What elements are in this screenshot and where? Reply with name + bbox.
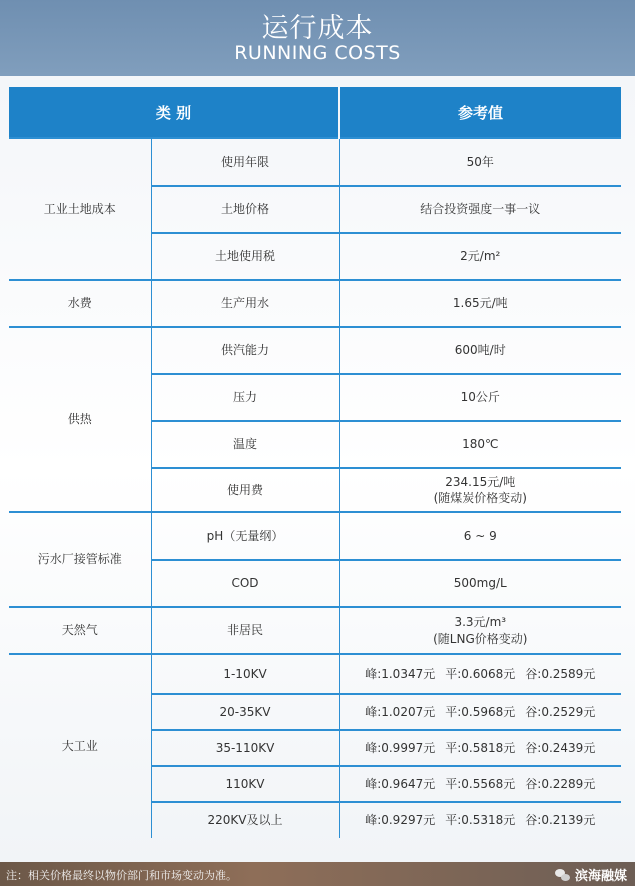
category-cell: 污水厂接管标准 <box>9 512 151 607</box>
costs-panel <box>0 76 635 862</box>
header-reference: 参考值 <box>339 87 621 138</box>
value-cell <box>339 694 621 730</box>
value-main: 234.15元/吨 <box>445 474 516 489</box>
flat-price: 平:0.5968元 <box>445 704 516 719</box>
category-cell: 大工业 <box>9 654 151 838</box>
valley-price: 谷:0.2589元 <box>525 666 596 681</box>
item-cell: 土地价格 <box>151 186 339 233</box>
table-row <box>9 138 621 186</box>
footnote: 注：相关价格最终以物价部门和市场变动为准。 <box>6 869 237 882</box>
peak-price: 峰:0.9997元 <box>365 740 436 755</box>
value-main: 3.3元/m³ <box>454 615 507 630</box>
value-cell <box>339 607 621 654</box>
table-header-row <box>9 87 621 138</box>
peak-price: 峰:1.0207元 <box>365 704 436 719</box>
page-header <box>0 0 635 76</box>
flat-price: 平:0.6068元 <box>445 666 516 681</box>
value-cell <box>339 468 621 512</box>
running-costs-table <box>9 87 621 838</box>
flat-price: 平:0.5568元 <box>445 776 516 791</box>
item-cell: 压力 <box>151 374 339 421</box>
item-cell: 温度 <box>151 421 339 468</box>
table-row <box>9 607 621 654</box>
valley-price: 谷:0.2529元 <box>525 704 596 719</box>
item-cell: 土地使用税 <box>151 233 339 280</box>
item-cell: COD <box>151 560 339 607</box>
peak-price: 峰:1.0347元 <box>365 666 436 681</box>
value-cell: 6 ~ 9 <box>339 512 621 560</box>
value-cell <box>339 766 621 802</box>
value-note: (随LNG价格变动) <box>433 631 528 646</box>
value-cell: 10公斤 <box>339 374 621 421</box>
item-cell: 生产用水 <box>151 280 339 327</box>
flat-price: 平:0.5818元 <box>445 740 516 755</box>
item-cell: 非居民 <box>151 607 339 654</box>
value-note: (随煤炭价格变动) <box>433 491 527 505</box>
item-cell: 35-110KV <box>151 730 339 766</box>
value-cell: 180℃ <box>339 421 621 468</box>
footer <box>0 862 635 886</box>
value-cell <box>339 802 621 838</box>
page-subtitle: RUNNING COSTS <box>234 42 401 64</box>
page-title: 运行成本 <box>261 13 374 44</box>
category-cell: 水费 <box>9 280 151 327</box>
header-category: 类 别 <box>9 87 339 138</box>
item-cell: 110KV <box>151 766 339 802</box>
value-cell: 结合投资强度一事一议 <box>339 186 621 233</box>
flat-price: 平:0.5318元 <box>445 813 516 828</box>
brand-name: 滨海融媒 <box>574 869 627 884</box>
item-cell: 供汽能力 <box>151 327 339 374</box>
table-row <box>9 327 621 374</box>
wechat-icon <box>555 868 571 882</box>
table-row <box>9 512 621 560</box>
value-cell: 600吨/时 <box>339 327 621 374</box>
item-cell: 使用费 <box>151 468 339 512</box>
value-cell: 2元/m² <box>339 233 621 280</box>
category-cell: 工业土地成本 <box>9 138 151 280</box>
value-cell: 500mg/L <box>339 560 621 607</box>
item-cell: 220KV及以上 <box>151 802 339 838</box>
item-cell: 20-35KV <box>151 694 339 730</box>
item-cell: pH（无量纲） <box>151 512 339 560</box>
peak-price: 峰:0.9297元 <box>365 813 436 828</box>
valley-price: 谷:0.2139元 <box>525 813 596 828</box>
value-cell <box>339 730 621 766</box>
item-cell: 使用年限 <box>151 138 339 186</box>
value-cell: 50年 <box>339 138 621 186</box>
peak-price: 峰:0.9647元 <box>365 776 436 791</box>
category-cell: 天然气 <box>9 607 151 654</box>
value-cell <box>339 654 621 694</box>
item-cell: 1-10KV <box>151 654 339 694</box>
valley-price: 谷:0.2439元 <box>525 740 596 755</box>
brand-watermark <box>555 865 627 884</box>
value-cell: 1.65元/吨 <box>339 280 621 327</box>
category-cell: 供热 <box>9 327 151 512</box>
table-row <box>9 654 621 694</box>
valley-price: 谷:0.2289元 <box>525 776 596 791</box>
table-row <box>9 280 621 327</box>
